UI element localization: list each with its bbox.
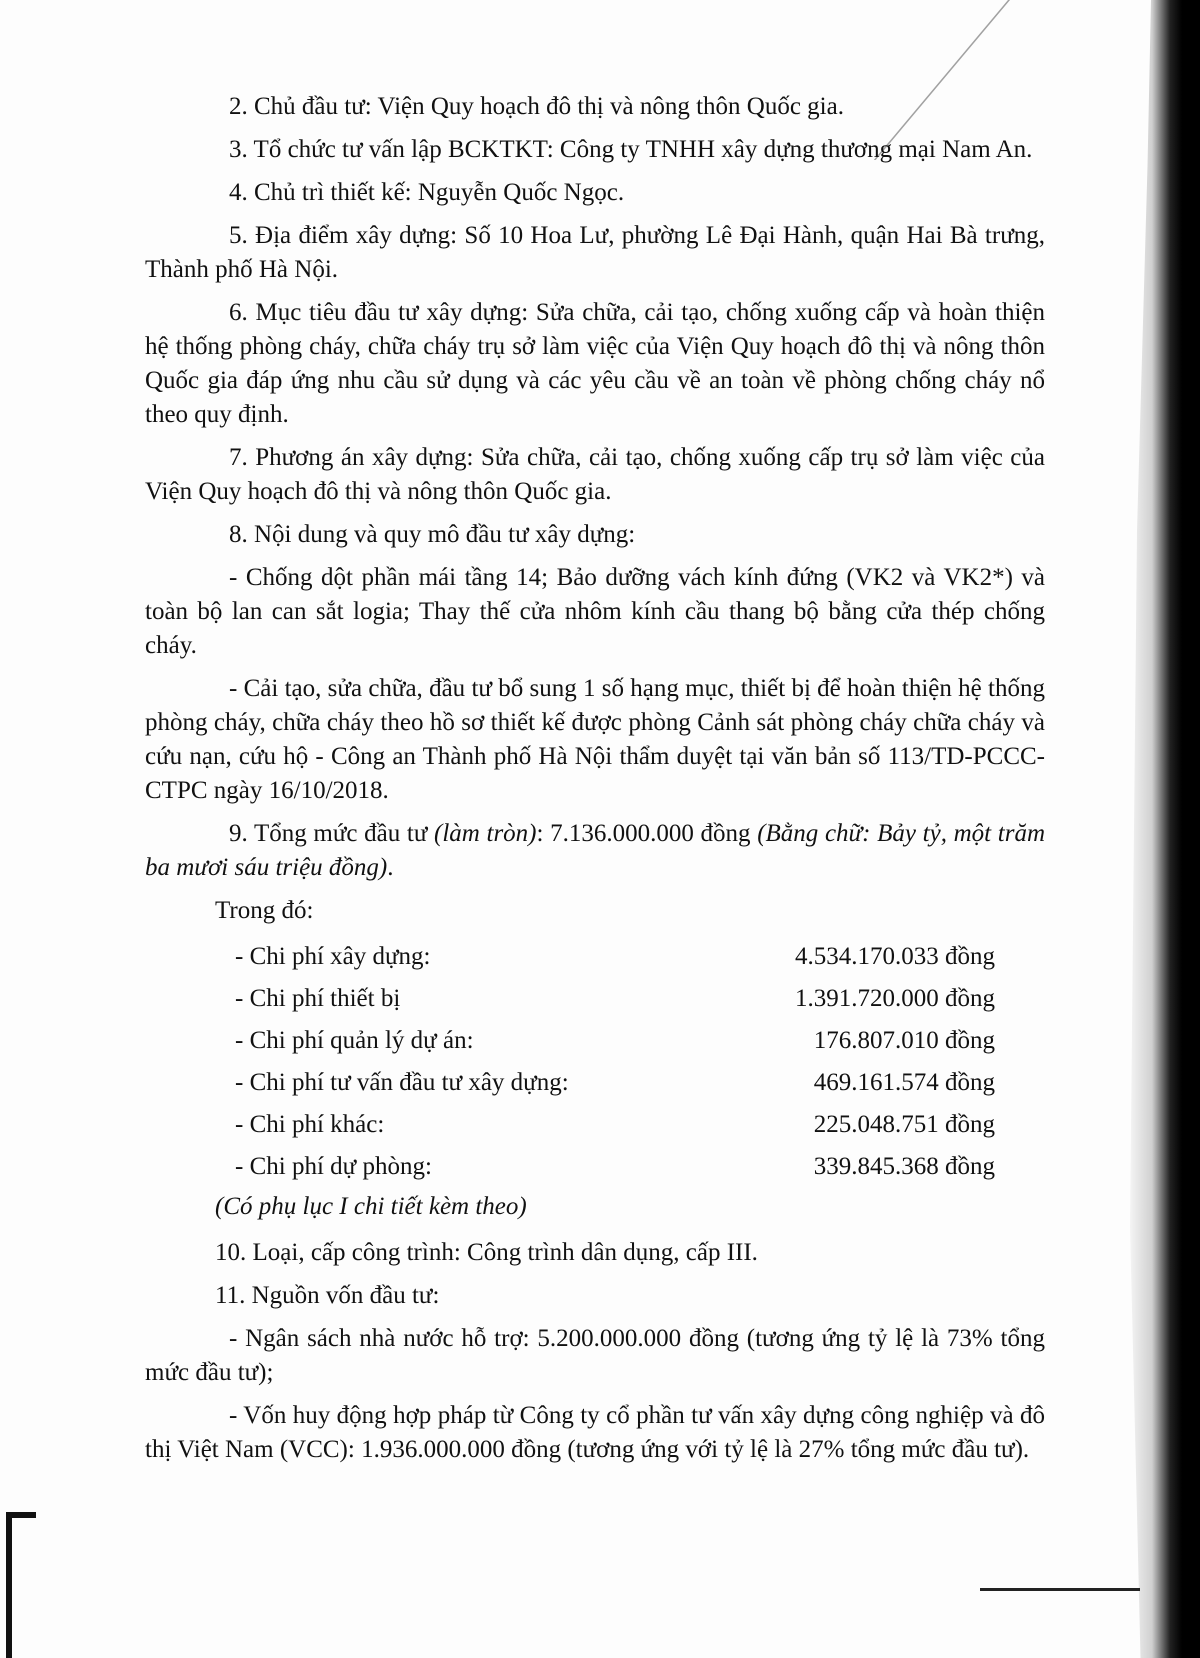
item-6: 6. Mục tiêu đầu tư xây dựng: Sửa chữa, cải tạo, chống xuống cấp và hoàn thiện hệ thống phòng cháy, chữa cháy trụ sở làm việc của Viện Quy hoạch đô thị và nông thôn Quốc gia đáp ứng nhu cầu sử dụng và các yêu cầu về an toàn về phòng chống cháy nổ theo quy định. bbox=[145, 299, 1045, 428]
item-4: 4. Chủ trì thiết kế: Nguyễn Quốc Ngọc. bbox=[229, 179, 625, 206]
cost-label: - Chi phí xây dựng: bbox=[235, 943, 431, 970]
cost-label: - Chi phí thiết bị bbox=[235, 985, 401, 1012]
scan-bottom-line bbox=[980, 1588, 1140, 1591]
cost-row bbox=[235, 978, 995, 1020]
item-9-end: . bbox=[387, 854, 394, 881]
cost-breakdown bbox=[145, 936, 1045, 1188]
cost-amount: 339.845.368 đồng bbox=[813, 1153, 995, 1180]
cost-amount: 225.048.751 đồng bbox=[813, 1111, 995, 1138]
cost-label: - Chi phí quản lý dự án: bbox=[235, 1027, 474, 1054]
cost-amount: 469.161.574 đồng bbox=[813, 1069, 995, 1096]
cost-row bbox=[235, 936, 995, 978]
item-9-words: (Bằng chữ: Bảy tỷ, một trăm ba mươi sáu triệu đồng) bbox=[145, 820, 1045, 881]
item-11a: - Ngân sách nhà nước hỗ trợ: 5.200.000.000 đồng (tương ứng tỷ lệ là 73% tổng mức đầu tư); bbox=[145, 1325, 1045, 1386]
item-3: 3. Tổ chức tư vấn lập BCKTKT: Công ty TNHH xây dựng thương mại Nam An. bbox=[229, 136, 1033, 163]
item-8b: - Cải tạo, sửa chữa, đầu tư bổ sung 1 số hạng mục, thiết bị để hoàn thiện hệ thống phòng cháy, chữa cháy theo hồ sơ thiết kế được phòng Cảnh sát phòng cháy chữa cháy và cứu nạn, cứu hộ - Công an Thành phố Hà Nội thẩm duyệt tại văn bản số 113/TD-PCCC-CTPC ngày 16/10/2018. bbox=[145, 675, 1045, 804]
cost-row bbox=[235, 1104, 995, 1146]
scan-edge-shadow bbox=[1130, 0, 1200, 1658]
item-7: 7. Phương án xây dựng: Sửa chữa, cải tạo, chống xuống cấp trụ sở làm việc của Viện Quy hoạch đô thị và nông thôn Quốc gia. bbox=[145, 444, 1045, 505]
item-5: 5. Địa điểm xây dựng: Số 10 Hoa Lư, phường Lê Đại Hành, quận Hai Bà trưng, Thành phố Hà Nội. bbox=[145, 222, 1045, 283]
item-2: 2. Chủ đầu tư: Viện Quy hoạch đô thị và nông thôn Quốc gia. bbox=[229, 93, 844, 120]
document-body bbox=[145, 90, 1045, 1476]
item-9-round: (làm tròn) bbox=[434, 820, 537, 847]
item-9-amount: : 7.136.000.000 đồng bbox=[536, 820, 758, 847]
trong-do-label: Trong đó: bbox=[215, 897, 314, 924]
item-8: 8. Nội dung và quy mô đầu tư xây dựng: bbox=[229, 521, 636, 548]
cost-row bbox=[235, 1146, 995, 1188]
item-11b: - Vốn huy động hợp pháp từ Công ty cổ phần tư vấn xây dựng công nghiệp và đô thị Việt Nam (VCC): 1.936.000.000 đồng (tương ứng với tỷ lệ là 27% tổng mức đầu tư). bbox=[145, 1402, 1045, 1463]
item-9 bbox=[145, 817, 1045, 885]
cost-amount: 1.391.720.000 đồng bbox=[795, 985, 995, 1012]
scan-corner-mark bbox=[6, 1512, 36, 1658]
cost-label: - Chi phí khác: bbox=[235, 1111, 385, 1138]
cost-amount: 4.534.170.033 đồng bbox=[795, 943, 995, 970]
cost-label: - Chi phí dự phòng: bbox=[235, 1153, 432, 1180]
cost-label: - Chi phí tư vấn đầu tư xây dựng: bbox=[235, 1069, 569, 1096]
cost-row bbox=[235, 1062, 995, 1104]
cost-row bbox=[235, 1020, 995, 1062]
appendix-note: (Có phụ lục I chi tiết kèm theo) bbox=[215, 1193, 527, 1220]
item-11: 11. Nguồn vốn đầu tư: bbox=[215, 1282, 440, 1309]
item-8a: - Chống dột phần mái tầng 14; Bảo dưỡng vách kính đứng (VK2 và VK2*) và toàn bộ lan can sắt logia; Thay thế cửa nhôm kính cầu thang bộ bằng cửa thép chống cháy. bbox=[145, 564, 1045, 659]
item-10: 10. Loại, cấp công trình: Công trình dân dụng, cấp III. bbox=[215, 1239, 758, 1266]
item-9-lead: 9. Tổng mức đầu tư bbox=[229, 820, 435, 847]
cost-amount: 176.807.010 đồng bbox=[813, 1027, 995, 1054]
